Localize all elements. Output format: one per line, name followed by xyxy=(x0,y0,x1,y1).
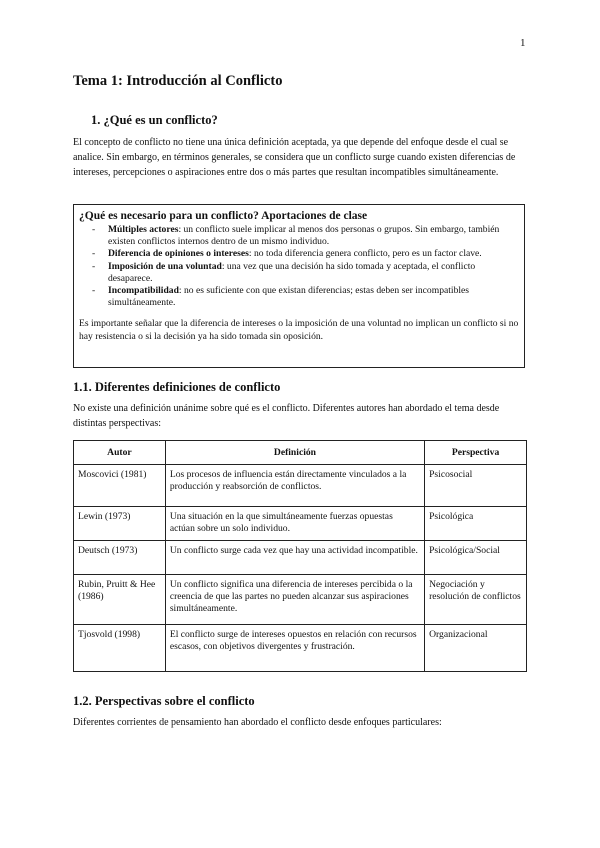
table-row xyxy=(74,507,527,541)
item-term: Múltiples actores xyxy=(108,224,179,235)
cell-autor: Deutsch (1973) xyxy=(74,541,166,575)
table-row xyxy=(74,575,527,625)
document-title: Tema 1: Introducción al Conflicto xyxy=(73,73,283,89)
requirements-list xyxy=(79,224,519,309)
cell-definicion: Una situación en la que simultáneamente fuerzas opuestas actúan sobre un solo individuo. xyxy=(165,507,424,541)
header-autor: Autor xyxy=(74,441,166,465)
box-title: ¿Qué es necesario para un conflicto? Aportaciones de clase xyxy=(79,210,368,222)
perspectives-paragraph: Diferentes corrientes de pensamiento han abordado el conflicto desde enfoques particulares: xyxy=(73,717,442,728)
cell-definicion: Los procesos de influencia están directamente vinculados a la producción y reabsorción de conflictos. xyxy=(165,465,424,507)
table-row xyxy=(74,465,527,507)
cell-perspectiva: Psicosocial xyxy=(425,465,527,507)
cell-definicion: El conflicto surge de intereses opuestos en relación con recursos escasos, con objetivos divergentes y frustración. xyxy=(165,625,424,672)
cell-perspectiva: Psicológica/Social xyxy=(425,541,527,575)
item-term: Diferencia de opiniones o intereses xyxy=(108,248,249,260)
section-heading-definiciones: 1.1. Diferentes definiciones de conflicto xyxy=(73,380,281,394)
cell-autor: Moscovici (1981) xyxy=(74,465,166,507)
cell-definicion: Un conflicto significa una diferencia de intereses percibida o la creencia de que las partes no pueden alcanzar sus aspiraciones simultáneamente. xyxy=(165,575,424,625)
table-row xyxy=(74,625,527,672)
table-header-row xyxy=(74,441,527,465)
item-text: : un conflicto suele implicar al menos dos personas o grupos. Sin embargo, también existen conflictos internos dentro de un mismo individuo. xyxy=(108,224,500,248)
item-text: : no toda diferencia genera conflicto, pero es un factor clave. xyxy=(248,248,482,260)
section-heading-perspectivas: 1.2. Perspectivas sobre el conflicto xyxy=(73,694,255,708)
cell-autor: Tjosvold (1998) xyxy=(74,625,166,672)
item-text: : no es suficiente con que existan diferencias; estas deben ser incompatibles simultáneamente. xyxy=(108,285,470,309)
box-note: Es importante señalar que la diferencia de intereses o la imposición de una voluntad no implican un conflicto si no hay resistencia o si la decisión ya ha sido tomada sin oposición. xyxy=(79,318,519,342)
cell-perspectiva: Organizacional xyxy=(425,625,527,672)
intro-paragraph: El concepto de conflicto no tiene una única definición aceptada, ya que depende del enfoque desde el cual se analice. Sin embargo, en términos generales, se considera que un conflicto surge cuando existen diferencias de intereses, percepciones o aspiraciones entre dos o más partes que resultan incompatibles simultáneamente. xyxy=(73,137,516,178)
cell-autor: Rubin, Pruitt & Hee (1986) xyxy=(74,575,166,625)
item-term: Incompatibilidad xyxy=(108,285,179,297)
cell-autor: Lewin (1973) xyxy=(74,507,166,541)
header-perspectiva: Perspectiva xyxy=(425,441,527,465)
table-row xyxy=(74,541,527,575)
cell-definicion: Un conflicto surge cada vez que hay una actividad incompatible. xyxy=(165,541,424,575)
definitions-table xyxy=(73,440,527,672)
list-item: - Incompatibilidad: no es suficiente con que existan diferencias; estas deben ser incompatibles simultáneamente. xyxy=(92,285,470,309)
item-text: : una vez que una decisión ha sido tomada y aceptada, el conflicto desaparece. xyxy=(108,260,476,284)
definitions-paragraph: No existe una definición unánime sobre qué es el conflicto. Diferentes autores han abordado el tema desde distintas perspectivas: xyxy=(73,403,500,429)
cell-perspectiva: Negociación y resolución de conflictos xyxy=(425,575,527,625)
list-item: - Diferencia de opiniones o intereses: no toda diferencia genera conflicto, pero es un factor clave. xyxy=(92,248,482,260)
list-item: - Imposición de una voluntad: una vez que una decisión ha sido tomada y aceptada, el conflicto desaparece. xyxy=(92,260,476,284)
item-term: Imposición de una voluntad xyxy=(108,260,222,272)
page-number: 1 xyxy=(520,37,526,49)
cell-perspectiva: Psicológica xyxy=(425,507,527,541)
header-definicion: Definición xyxy=(165,441,424,465)
class-contributions-box xyxy=(73,204,525,368)
section-heading-que-es: 1. ¿Qué es un conflicto? xyxy=(91,113,218,127)
list-item: - Múltiples actores: un conflicto suele implicar al menos dos personas o grupos. Sin embargo, también existen conflictos internos dentro de un mismo individuo. xyxy=(92,224,500,248)
